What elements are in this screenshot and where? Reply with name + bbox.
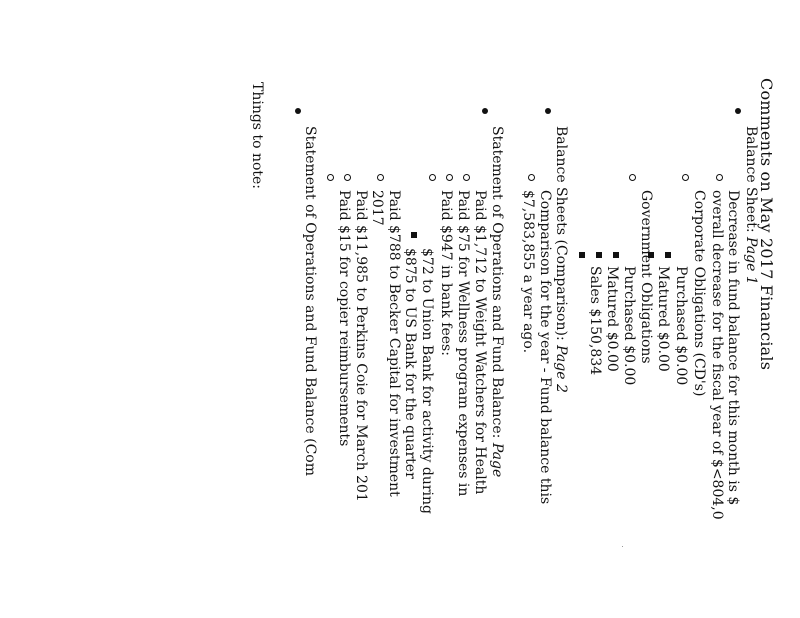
paid-bank-fees: Paid $947 in bank fees: bbox=[438, 190, 454, 356]
square-bullet-gov-purchased bbox=[613, 252, 619, 258]
circle-bullet-copier bbox=[327, 174, 334, 181]
bullet-operations bbox=[482, 108, 488, 114]
fund-decrease-line-2: overall decrease for the fiscal year of $<804,0 bbox=[709, 190, 725, 520]
corp-matured: Matured $0.00 bbox=[655, 266, 671, 372]
square-bullet-gov-matured bbox=[596, 252, 602, 258]
gov-sales: Sales $150,834 bbox=[587, 266, 603, 376]
paid-wellness: Paid $75 for Wellness program expenses in bbox=[455, 190, 471, 497]
paid-becker-capital: Paid $788 to Becker Capital for investment bbox=[386, 190, 402, 497]
circle-bullet-corporate bbox=[682, 174, 689, 181]
circle-bullet-fund-decrease bbox=[716, 174, 723, 181]
circle-bullet-weight-watchers bbox=[463, 174, 470, 181]
circle-bullet-wellness bbox=[446, 174, 453, 181]
comparison-line-1: Comparison for the year - Fund balance this bbox=[537, 190, 553, 505]
paid-copier: Paid $15 for copier reimbursements bbox=[336, 190, 352, 447]
bullet-balance-sheet bbox=[735, 108, 741, 114]
gov-purchased: Purchased $0.00 bbox=[621, 266, 637, 386]
square-bullet-gov-sales bbox=[579, 252, 585, 258]
square-bullet-corp-purchased bbox=[665, 252, 671, 258]
things-to-note: Things to note: bbox=[249, 82, 265, 190]
gov-matured: Matured $0.00 bbox=[604, 266, 620, 372]
operations-comparison-heading: Statement of Operations and Fund Balance (Com bbox=[302, 126, 318, 476]
fund-decrease-line: Decrease in fund balance for this month is $ bbox=[725, 190, 741, 506]
comparison-heading: Balance Sheets (Comparison): Page 2 bbox=[553, 126, 569, 393]
us-bank-fee: $875 to US Bank for the quarter bbox=[402, 248, 418, 479]
balance-sheet-heading: Balance Sheet: Page 1 bbox=[743, 126, 759, 285]
bullet-operations-comparison bbox=[295, 108, 301, 114]
bullet-comparison bbox=[545, 108, 551, 114]
circle-bullet-government bbox=[629, 174, 636, 181]
union-bank-fee: $72 to Union Bank for activity during bbox=[419, 248, 435, 514]
comparison-line-2: $7,583,855 a year ago. bbox=[520, 190, 536, 354]
square-bullet-union-bank bbox=[411, 232, 417, 238]
paid-perkins-coie: Paid $11,985 to Perkins Coie for March 201 bbox=[353, 190, 369, 502]
operations-heading: Statement of Operations and Fund Balance: Page bbox=[489, 126, 505, 478]
scan-speck bbox=[622, 546, 623, 547]
circle-bullet-comparison bbox=[528, 174, 535, 181]
corporate-obligations: Corporate Obligations (CD's) bbox=[691, 190, 707, 397]
paid-weight-watchers: Paid $1,712 to Weight Watchers for Health bbox=[472, 190, 488, 495]
document-title: Comments on May 2017 Financials bbox=[757, 78, 776, 371]
becker-year: 2017 bbox=[369, 190, 385, 226]
corp-purchased: Purchased $0.00 bbox=[673, 266, 689, 386]
circle-bullet-bank-fees bbox=[429, 174, 436, 181]
government-obligations: Government Obligations bbox=[638, 190, 654, 364]
circle-bullet-becker bbox=[377, 174, 384, 181]
circle-bullet-perkins bbox=[344, 174, 351, 181]
